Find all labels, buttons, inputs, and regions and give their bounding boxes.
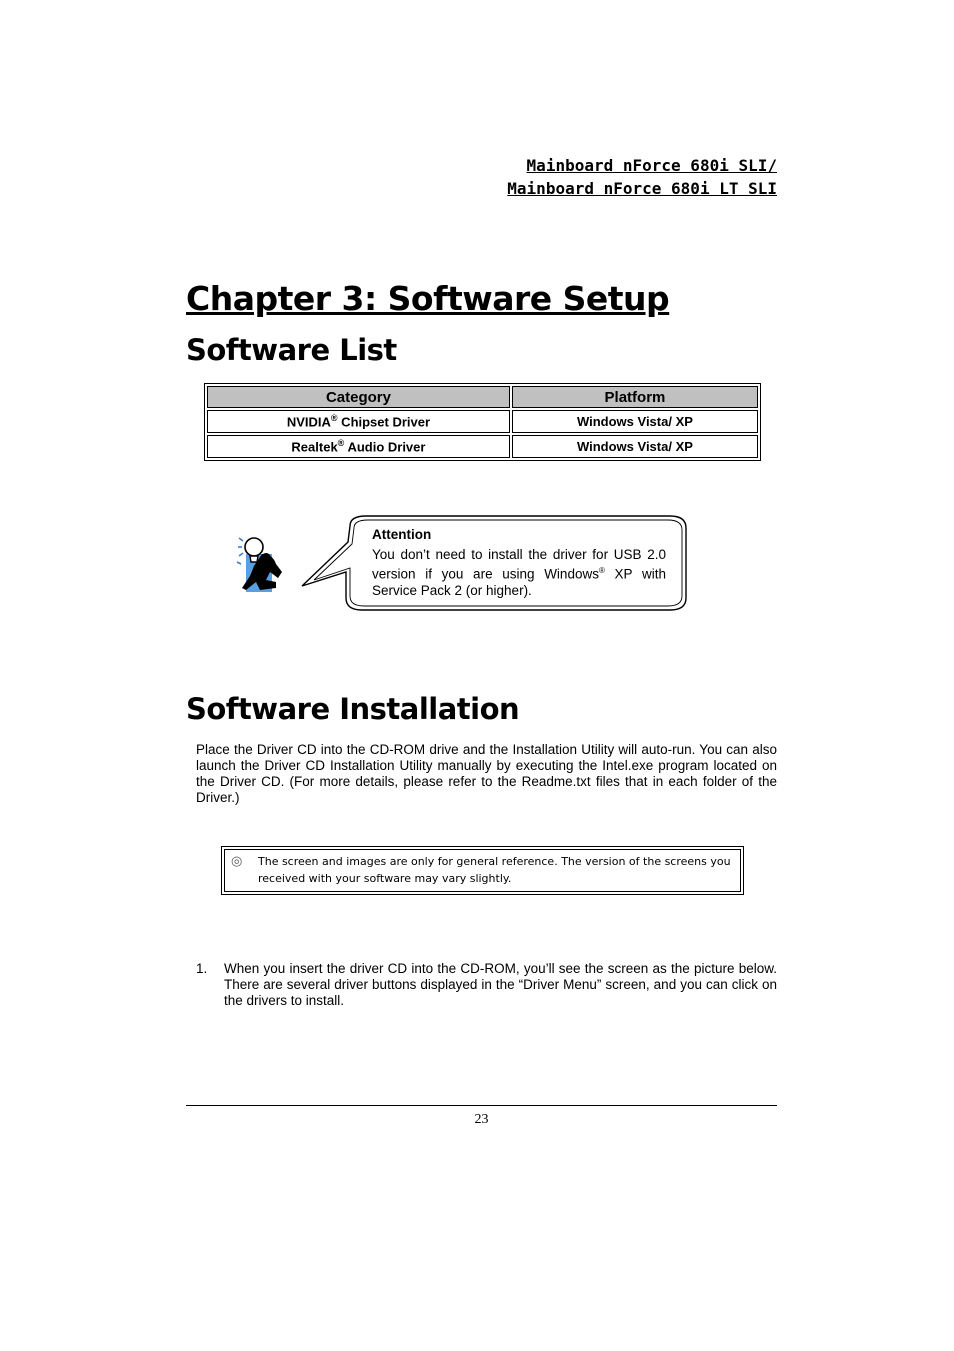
table-header-row — [207, 386, 758, 408]
thinker-lightbulb-icon — [232, 532, 286, 594]
category-suffix: Audio Driver — [344, 439, 426, 455]
step-text: When you insert the driver CD into the CD-ROM, you’ll see the screen as the picture below. There are several driver buttons displayed in the “Driver Menu” screen, and you can click on the drivers to install. — [224, 961, 777, 1008]
table-row — [207, 435, 758, 458]
registered-mark: ® — [598, 566, 605, 575]
table-row — [207, 410, 758, 433]
bullseye-icon: ◎ — [231, 853, 243, 868]
attention-body-end: XP with Service Pack 2 (or higher). — [372, 566, 666, 598]
registered-mark: ® — [337, 438, 345, 449]
note-text: The screen and images are only for general reference. The version of the screens you received with your software may vary slightly. — [258, 855, 731, 885]
software-installation-heading: Software Installation — [186, 692, 520, 726]
note-box — [221, 846, 744, 895]
category-cell — [207, 410, 510, 433]
category-name: NVIDIA — [286, 414, 331, 430]
registered-mark: ® — [330, 413, 338, 424]
column-header-platform: Platform — [512, 386, 758, 408]
category-suffix: Chipset Driver — [337, 414, 431, 430]
header-title-line-1: Mainboard nForce 680i SLI/ — [526, 156, 777, 175]
attention-text — [372, 527, 666, 599]
platform-cell: Windows Vista/ XP — [512, 410, 758, 433]
header-title-line-2: Mainboard nForce 680i LT SLI — [507, 179, 777, 198]
step-number: 1. — [196, 961, 208, 976]
attention-label: Attention — [372, 527, 432, 542]
page-number: 23 — [474, 1112, 489, 1127]
software-list-heading: Software List — [186, 333, 397, 367]
platform-cell: Windows Vista/ XP — [512, 435, 758, 458]
column-header-category: Category — [207, 386, 510, 408]
category-cell — [207, 435, 510, 458]
software-list-table — [204, 383, 761, 461]
chapter-title: Chapter 3: Software Setup — [186, 279, 670, 318]
installation-paragraph: Place the Driver CD into the CD-ROM drive and the Installation Utility will auto-run. You can also launch the Driver CD Installation Utility manually by executing the Intel.exe program located on the Driver CD. (For more details, please refer to the Readme.txt files that in each folder of the Driver.) — [196, 742, 777, 805]
category-name: Realtek — [291, 439, 338, 455]
footer-divider — [186, 1105, 777, 1106]
attention-body-start: You don’t need to install the driver for USB 2.0 version if you are using Windows — [372, 547, 666, 582]
